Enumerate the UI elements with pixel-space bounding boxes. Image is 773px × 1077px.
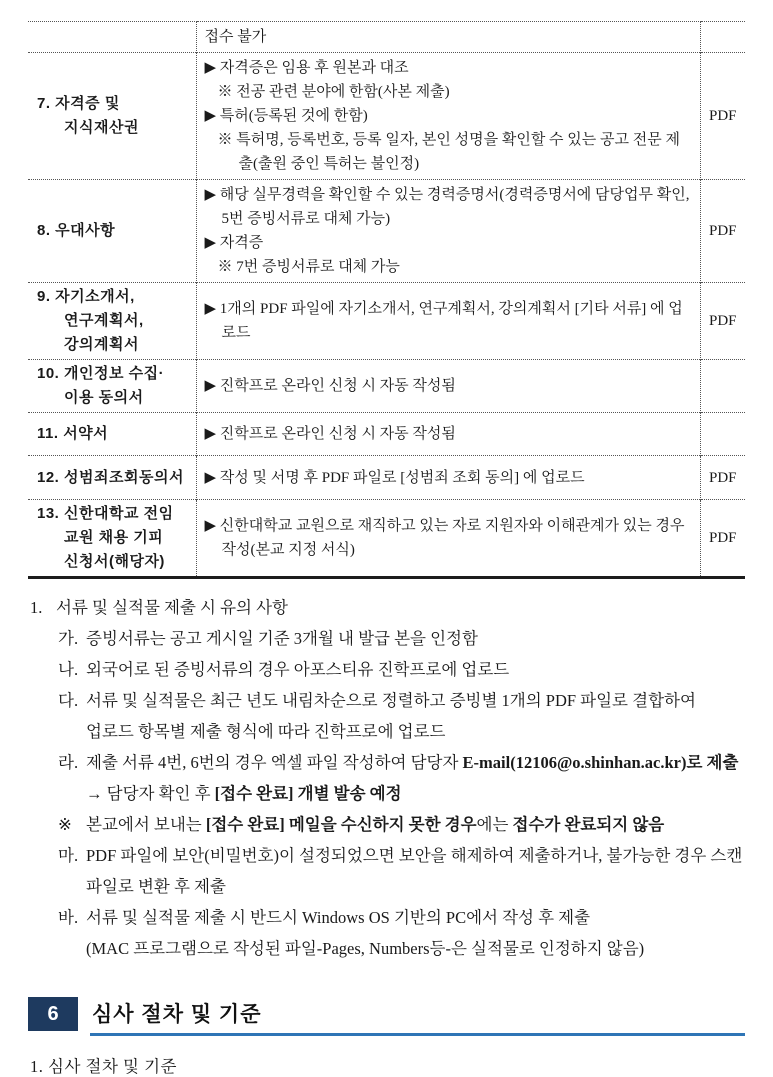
document-detail-cell: [196, 180, 700, 283]
note-item-text: 본교에서 보내는 [접수 완료] 메일을 수신하지 못한 경우에는 접수가 완료되지 않음: [86, 815, 665, 834]
note-item-text: 제출 서류 4번, 6번의 경우 엑셀 파일 작성하여 담당자 E-mail(12106@o.shinhan.ac.kr)로 제출 → 담당자 확인 후 [접수 완료] 개별 발송 예정: [86, 753, 739, 803]
document-name-label: 10. 개인정보 수집·이용 동의서: [37, 365, 165, 406]
submission-documents-table-body: [28, 22, 745, 578]
note-item-label: 바.: [58, 908, 79, 927]
document-name-label: 9. 자기소개서, 연구계획서, 강의계획서: [37, 288, 144, 353]
format-cell: [700, 22, 745, 53]
document-name-cell: [28, 22, 196, 53]
document-name-label: 12. 성범죄조회동의서: [37, 468, 184, 486]
document-detail-cell: [196, 413, 700, 456]
note-item-label: 가.: [58, 629, 79, 648]
document-name-cell: [28, 413, 196, 456]
detail-line: ▶ 자격증: [204, 235, 264, 251]
note-item-text: 서류 및 실적물은 최근 년도 내림차순으로 정렬하고 증빙별 1개의 PDF 파일로 결합하여 업로드 항목별 제출 형식에 따라 진학프로에 업로드: [86, 691, 696, 741]
note-item-text: (MAC 프로그램으로 작성된 파일-Pages, Numbers등-은 실적물로 인정하지 않음): [86, 939, 645, 958]
document-detail-cell: [196, 500, 700, 578]
note-item: [58, 747, 745, 809]
table-row: [28, 22, 745, 53]
detail-line: ※ 전공 관련 분야에 한함(사본 제출): [217, 84, 450, 100]
note-item: [58, 623, 745, 654]
note-item-text: 서류 및 실적물 제출 시 반드시 Windows OS 기반의 PC에서 작성 후 제출: [86, 908, 591, 927]
note-item: [58, 902, 745, 933]
note-item: [58, 933, 745, 964]
notes-heading-text: 서류 및 실적물 제출 시 유의 사항: [56, 598, 288, 617]
detail-line: ▶ 특허(등록된 것에 한함): [204, 108, 368, 124]
note-item-text: 증빙서류는 공고 게시일 기준 3개월 내 발급 본을 인정함: [86, 629, 478, 648]
sub-heading: 1. 심사 절차 및 기준: [30, 1057, 177, 1076]
note-item-label: 마.: [58, 846, 79, 865]
table-row: [28, 360, 745, 413]
detail-line: ▶ 1개의 PDF 파일에 자기소개서, 연구계획서, 강의계획서 [기타 서류] 에 업로드: [204, 301, 683, 341]
document-detail-cell: [196, 360, 700, 413]
table-row: [28, 180, 745, 283]
note-item-label: 다.: [58, 691, 79, 710]
notes-list: [28, 623, 745, 964]
document-detail-cell: [196, 283, 700, 360]
table-row: [28, 456, 745, 500]
detail-line: ▶ 작성 및 서명 후 PDF 파일로 [성범죄 조회 동의] 에 업로드: [204, 469, 585, 486]
format-cell: PDF: [700, 283, 745, 360]
table-row: [28, 500, 745, 578]
detail-line: ▶ 신한대학교 교원으로 재직하고 있는 자로 지원자와 이해관계가 있는 경우 작성(본교 지정 서식): [204, 518, 685, 558]
document-detail-cell: [196, 53, 700, 180]
document-name-label: 8. 우대사항: [37, 222, 116, 239]
section-underline: [90, 1033, 745, 1036]
format-cell: [700, 360, 745, 413]
document-name-cell: [28, 53, 196, 180]
note-item-label: [58, 933, 86, 964]
document-detail-cell: [196, 456, 700, 500]
format-cell: PDF: [700, 180, 745, 283]
section-title: 심사 절차 및 기준: [92, 1003, 262, 1026]
format-cell: PDF: [700, 456, 745, 500]
submission-documents-table: [28, 21, 745, 579]
note-item-label: ※: [58, 815, 72, 834]
note-item-text: 외국어로 된 증빙서류의 경우 아포스티유 진학프로에 업로드: [86, 660, 510, 679]
detail-line: ▶ 해당 실무경력을 확인할 수 있는 경력증명서(경력증명서에 담당업무 확인, 5번 증빙서류로 대체 가능): [204, 187, 690, 227]
section-6-header: [28, 997, 745, 1036]
note-item: [58, 654, 745, 685]
detail-line: ▶ 진학프로 온라인 신청 시 자동 작성됨: [204, 426, 456, 442]
format-cell: PDF: [700, 53, 745, 180]
document-name-cell: [28, 360, 196, 413]
document-name-cell: [28, 180, 196, 283]
note-item-label: 나.: [58, 660, 79, 679]
format-cell: [700, 413, 745, 456]
document-name-cell: [28, 500, 196, 578]
detail-line: ▶ 자격증은 임용 후 원본과 대조: [204, 60, 409, 76]
table-row: [28, 283, 745, 360]
notes-heading: [30, 592, 745, 623]
notes-section: [28, 592, 745, 964]
table-row: [28, 413, 745, 456]
detail-line: ※ 7번 증빙서류로 대체 가능: [217, 259, 400, 275]
note-item-label: 라.: [58, 753, 79, 772]
detail-line: ※ 특허명, 등록번호, 등록 일자, 본인 성명을 확인할 수 있는 공고 전문 제출(출원 중인 특허는 불인정): [217, 132, 680, 172]
document-name-label: 11. 서약서: [37, 425, 109, 442]
section-number-badge: 6: [28, 997, 78, 1031]
note-item: [58, 685, 745, 747]
note-item-text: PDF 파일에 보안(비밀번호)이 설정되었으면 보안을 해제하여 제출하거나, 불가능한 경우 스캔 파일로 변환 후 제출: [86, 846, 743, 896]
format-cell: PDF: [700, 500, 745, 578]
note-item: [58, 840, 745, 902]
document-name-label: 13. 신한대학교 전임 교원 채용 기피 신청서(해당자): [37, 505, 174, 570]
table-row: [28, 53, 745, 180]
detail-line: 접수 불가: [204, 29, 267, 45]
detail-line: ▶ 진학프로 온라인 신청 시 자동 작성됨: [204, 378, 456, 394]
document-name-label: 7. 자격증 및 지식재산권: [37, 95, 139, 136]
note-item: [58, 809, 745, 840]
document-detail-cell: [196, 22, 700, 53]
document-name-cell: [28, 283, 196, 360]
notes-heading-number: 1.: [30, 598, 43, 617]
document-name-cell: [28, 456, 196, 500]
